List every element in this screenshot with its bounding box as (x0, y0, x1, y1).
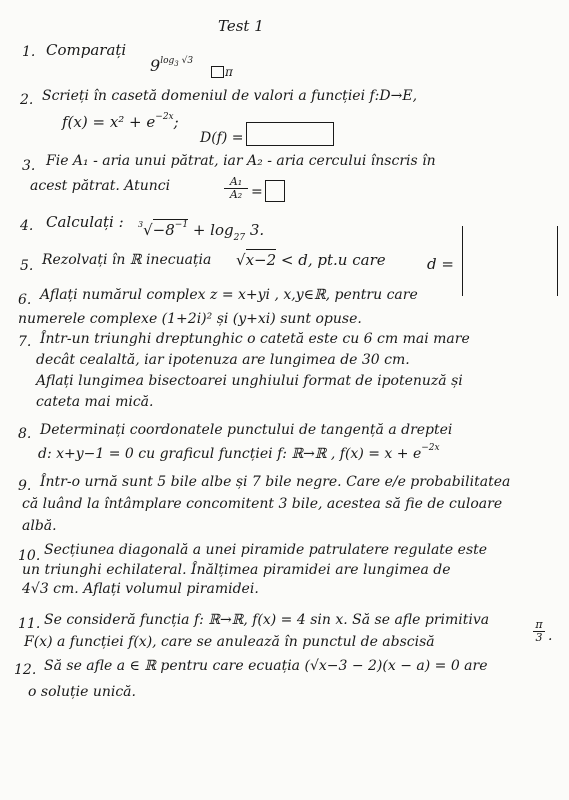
problem-3-line1: Fie A₁ - aria unui pătrat, iar A₂ - aria cercului înscris în (46, 153, 436, 169)
problem-12-line1: Să se afle a ∈ ℝ pentru care ecuația (√x−3 − 2)(x − a) = 0 are (44, 658, 488, 674)
problem-11-fraction: $\frac{\pi}{3}$ (533, 619, 545, 644)
problem-1-rhs: π (225, 65, 233, 79)
problem-5-d-label: d = (427, 255, 454, 273)
problem-9-number: 9. (18, 478, 32, 494)
problem-10-number: 10. (18, 548, 41, 564)
problem-11-line1: Se consideră funcția f: ℝ→ℝ, f(x) = 4 sin x. Să se afle primitiva (44, 612, 490, 628)
problem-5-text: Rezolvați în ℝ inecuația (42, 252, 212, 268)
problem-9-line1: Într-o urnă sunt 5 bile albe și 7 bile negre. Care e/e probabilitatea (40, 474, 511, 490)
problem-10-line1: Secțiunea diagonală a unei piramide patrulatere regulate este (44, 542, 488, 558)
problem-2-function: $f(x) = x^2 + e^{-2x}$; (62, 112, 179, 131)
problem-9-line3: albă. (22, 518, 57, 534)
problem-3-answer-box[interactable] (265, 180, 285, 202)
problem-9-line2: că luând la întâmplare concomitent 3 bile, acestea să fie de culoare (22, 496, 503, 512)
problem-8-line2: d: x+y−1 = 0 cu graficul funcției f: ℝ→ℝ , $f(x) = x + e^{-2x}$ (38, 443, 440, 462)
problem-6-line1: Aflați numărul complex z = x+yi , x,y∈ℝ, pentru care (40, 287, 418, 303)
problem-5-matrix (462, 226, 562, 298)
problem-4-number: 4. (20, 218, 34, 234)
problem-3-number: 3. (22, 158, 36, 174)
problem-12-number: 12. (14, 662, 37, 678)
problem-8-number: 8. (18, 426, 32, 442)
problem-1-base: 9 (150, 56, 161, 75)
matrix-right-bar (557, 226, 562, 296)
problem-5-inequality: √x−2 < d, pt.u care (236, 251, 386, 269)
problem-2-line1: Scrieți în casetă domeniul de valori a funcției f:D→E, (42, 88, 418, 104)
problem-6-line2: numerele complexe (1+2i)² și (y+xi) sunt opuse. (18, 311, 362, 327)
problem-7-number: 7. (18, 334, 32, 350)
problem-8-line1: Determinați coordonatele punctului de tangență a dreptei (40, 422, 453, 438)
problem-11-line2: F(x) a funcției f(x), care se anulează în punctul de abscisă (24, 634, 435, 650)
problem-12-line2: o soluție unică. (28, 684, 136, 700)
matrix-left-bar (462, 226, 467, 296)
problem-4-expression: $^3√-8^{-1} + \log_{27} 3$. (138, 220, 265, 243)
problem-7-line1: Într-un triunghi dreptunghic o catetă este cu 6 cm mai mare (40, 331, 470, 347)
problem-6-number: 6. (18, 292, 32, 308)
problem-7-line3: Aflați lungimea bisectoarei unghiului format de ipotenuză și (36, 373, 463, 389)
problem-1-exponent: log3 √3 (160, 56, 194, 68)
problem-5-number: 5. (20, 258, 34, 274)
problem-11-number: 11. (18, 616, 41, 632)
problem-1-answer-box[interactable] (211, 66, 224, 78)
problem-1-text: Comparați (46, 41, 127, 59)
problem-2-number: 2. (20, 92, 34, 108)
problem-11-period: . (548, 628, 553, 644)
problem-3-fraction: $\frac{\text{A₁}}{\text{A₂}}$ (224, 176, 248, 201)
problem-10-line2: un triunghi echilateral. Înălțimea piramidei are lungimea de (22, 562, 451, 578)
problem-7-line2: decât cealaltă, iar ipotenuza are lungimea de 30 cm. (36, 352, 410, 368)
problem-3-line2: acest pătrat. Atunci (30, 178, 171, 194)
problem-2-answer-box[interactable] (246, 122, 334, 146)
problem-10-line3: 4√3 cm. Aflați volumul piramidei. (22, 581, 259, 597)
problem-1-expression (150, 58, 193, 77)
problem-4-text: Calculați : (46, 213, 124, 231)
problem-3-equals: = (251, 184, 263, 200)
page-title: Test 1 (218, 17, 264, 35)
problem-7-line4: cateta mai mică. (36, 394, 154, 410)
problem-2-domain-label: D(f) = (200, 130, 244, 146)
problem-1-number: 1. (22, 44, 36, 60)
